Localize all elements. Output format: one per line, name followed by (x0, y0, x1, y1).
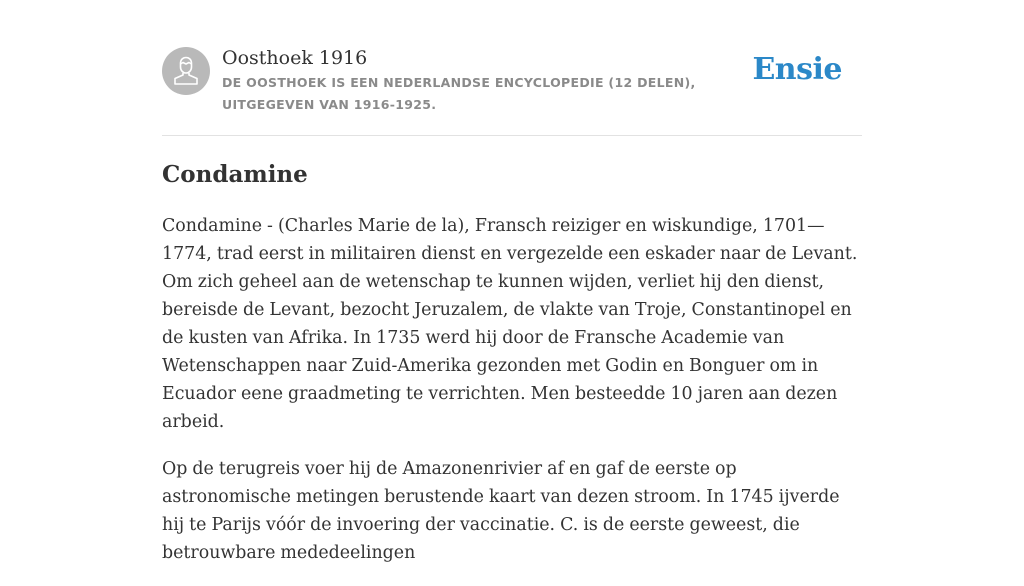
brand-logo[interactable]: Ensie (752, 52, 842, 87)
source-description: DE OOSTHOEK IS EEN NEDERLANDSE ENCYCLOPEDIE (12 DELEN), UITGEGEVEN VAN 1916-1925. (222, 75, 696, 112)
source-header (162, 0, 862, 136)
article-paragraph: Op de terugreis voer hij de Amazonenrivier af en gaf de eerste op astronomische metingen berustende kaart van dezen stroom. In 1745 ijverde hij te Parijs vóór de invoering der vaccinatie. C. is de eerste geweest, die betrouwbare mededeelingen (162, 459, 840, 563)
avatar[interactable] (162, 47, 210, 95)
user-icon (162, 47, 210, 95)
article-title: Condamine (162, 161, 308, 188)
source-title[interactable]: Oosthoek 1916 (222, 47, 368, 69)
article-paragraph: Condamine - (Charles Marie de la), Fransch reiziger en wiskundige, 1701—1774, trad eerst in militairen dienst en vergezelde een eskader naar de Levant. Om zich geheel aan de wetenschap te kunnen wijden, verliet hij den dienst, bereisde de Levant, bezocht Jeruzalem, de vlakte van Troje, Constantinopel en de kusten van Afrika. In 1735 werd hij door de Fransche Academie van Wetenschappen naar Zuid-Amerika gezonden met Godin en Bonguer om in Ecuador eene graadmeting te verrichten. Men besteedde 10 jaren aan dezen arbeid. (162, 216, 858, 432)
source-info (222, 44, 767, 116)
page (162, 0, 862, 563)
article-body (162, 212, 862, 586)
